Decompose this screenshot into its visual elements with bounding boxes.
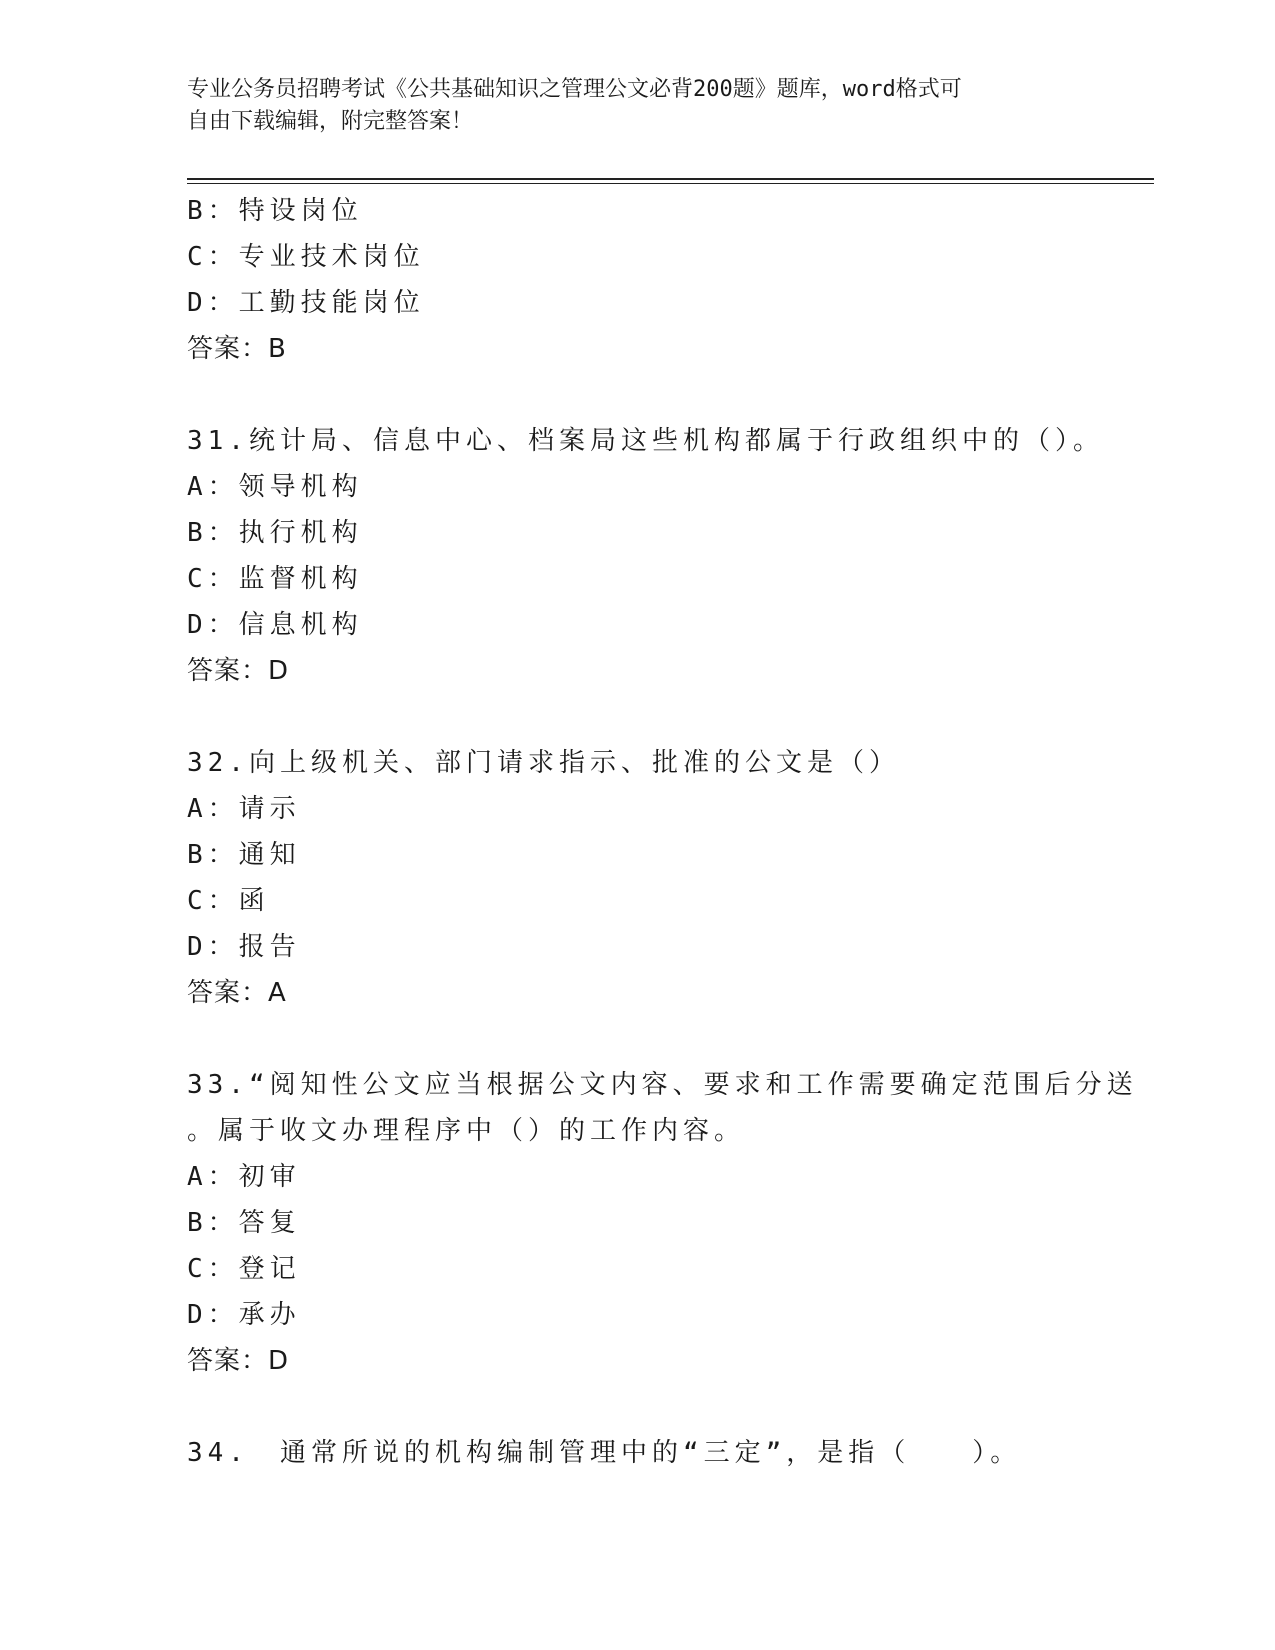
- question-32: [187, 740, 1087, 1016]
- question-30-continued: [187, 188, 1087, 372]
- option-d: D：承办: [187, 1300, 301, 1330]
- spacer: [187, 1016, 1087, 1062]
- question-stem-line-1: 33.“阅知性公文应当根据公文内容、要求和工作需要确定范围后分送: [187, 1070, 1138, 1100]
- question-33: [187, 1062, 1138, 1384]
- answer: 答案：D: [187, 1346, 290, 1376]
- spacer: [187, 694, 1087, 740]
- option-c: C：登记: [187, 1254, 301, 1284]
- header-line-2: 自由下载编辑，附完整答案！: [187, 109, 474, 134]
- question-stem: 32.向上级机关、部门请求指示、批准的公文是（）: [187, 748, 900, 778]
- option-c: C：监督机构: [187, 564, 363, 594]
- question-31: [187, 418, 1104, 694]
- header-divider: [187, 178, 1154, 180]
- option-d: D：信息机构: [187, 610, 363, 640]
- option-a: A：请示: [187, 794, 301, 824]
- document-header: [187, 74, 1067, 138]
- question-stem-line-2: 。属于收文办理程序中（）的工作内容。: [187, 1116, 746, 1146]
- option-d: D：工勤技能岗位: [187, 288, 425, 318]
- option-b: B：通知: [187, 840, 301, 870]
- spacer: [187, 1384, 1087, 1430]
- option-b: B：执行机构: [187, 518, 363, 548]
- question-stem: 34. 通常所说的机构编制管理中的“三定”，是指（ ）。: [187, 1438, 1022, 1468]
- spacer: [187, 372, 1087, 418]
- header-line-1: 专业公务员招聘考试《公共基础知识之管理公文必背200题》题库，word格式可: [187, 77, 962, 102]
- answer: 答案：D: [187, 656, 290, 686]
- option-b: B：答复: [187, 1208, 301, 1238]
- answer: 答案：B: [187, 334, 287, 364]
- question-stem: 31.统计局、信息中心、档案局这些机构都属于行政组织中的（）。: [187, 426, 1104, 456]
- answer: 答案：A: [187, 978, 287, 1008]
- option-a: A：领导机构: [187, 472, 363, 502]
- header-divider-thin: [187, 183, 1154, 184]
- question-list: [187, 188, 1138, 1476]
- option-d: D：报告: [187, 932, 301, 962]
- option-c: C：函: [187, 886, 270, 916]
- option-b: B：特设岗位: [187, 196, 363, 226]
- option-c: C：专业技术岗位: [187, 242, 425, 272]
- option-a: A：初审: [187, 1162, 301, 1192]
- question-34: [187, 1430, 1087, 1476]
